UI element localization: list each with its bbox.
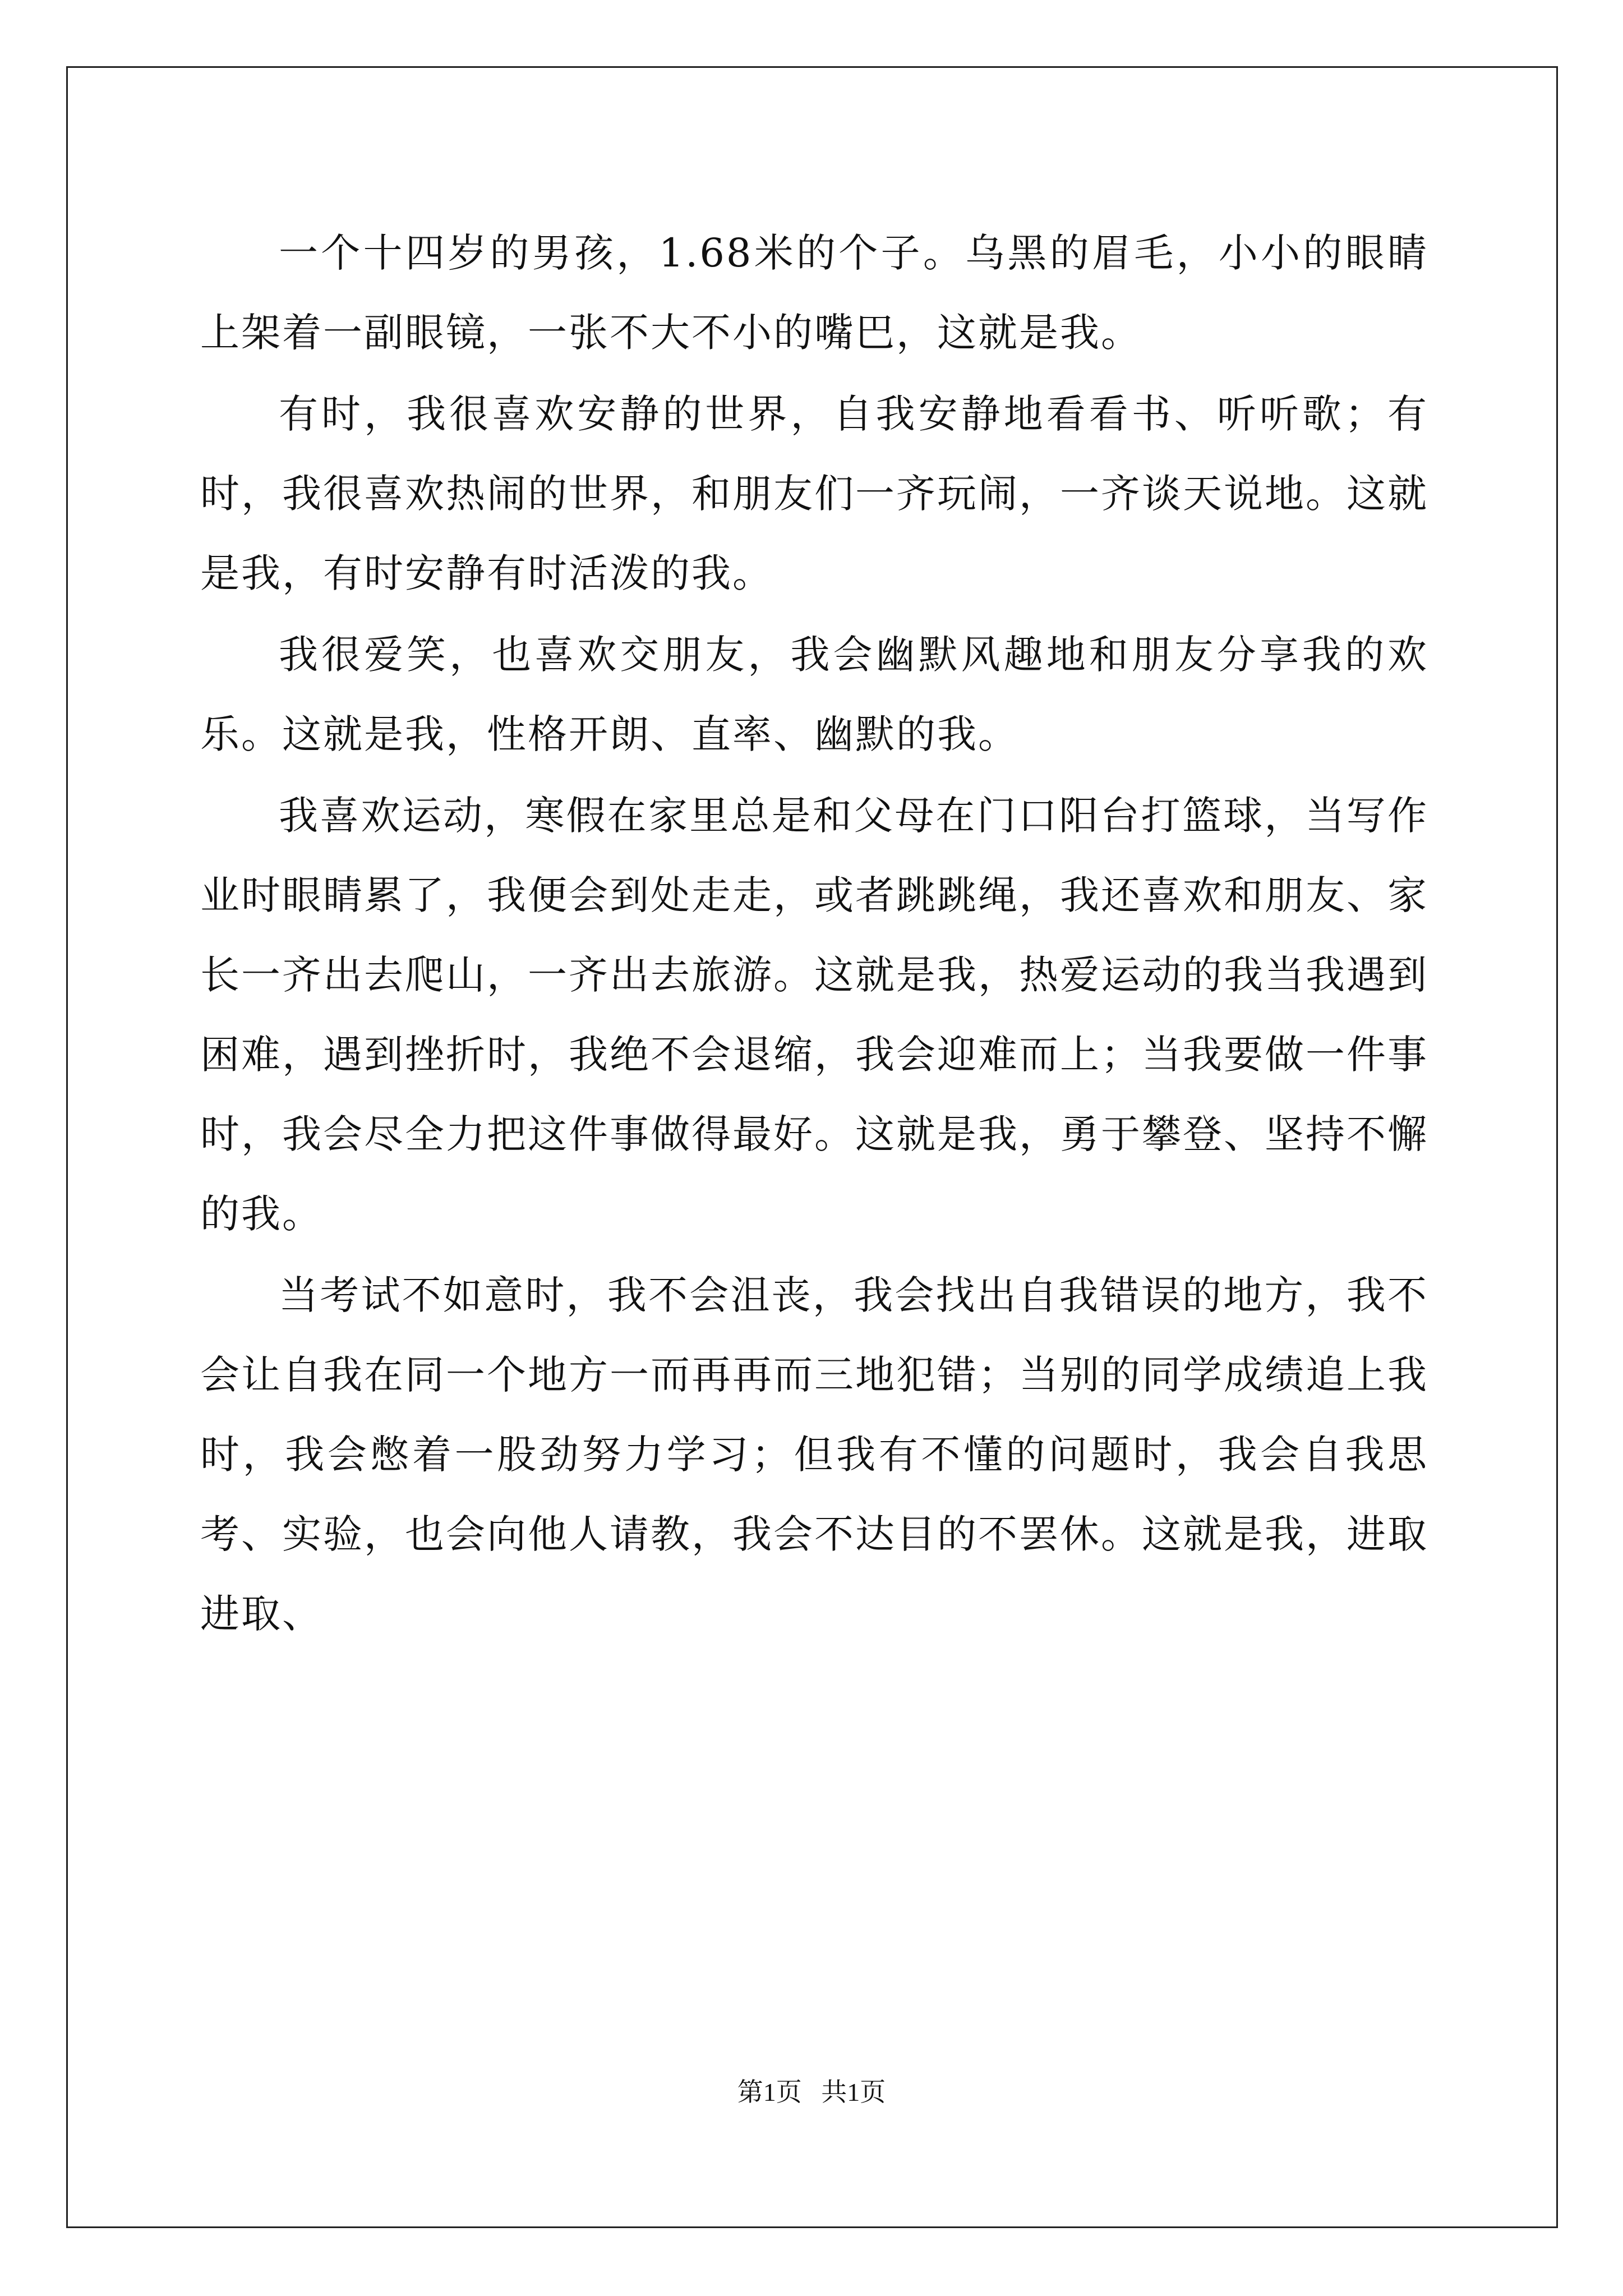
- page-total: 共1页: [821, 2078, 886, 2106]
- paragraph-5: 当考试不如意时，我不会沮丧，我会找出自我错误的地方，我不会让自我在同一个地方一而再再而三地犯错；当别的同学成绩追上我时，我会憋着一股劲努力学习；但我有不懂的问题时，我会自我思考、实验，也会向他人请教，我会不达目的不罢休。这就是我，进取进取、: [200, 1272, 1428, 1637]
- page-number: 第1页: [737, 2078, 802, 2106]
- page-footer: [0, 2076, 1623, 2109]
- paragraph-2: 有时，我很喜欢安静的世界，自我安静地看看书、听听歌；有时，我很喜欢热闹的世界，和朋友们一齐玩闹，一齐谈天说地。这就是我，有时安静有时活泼的我。: [200, 391, 1428, 596]
- paragraph-3: 我很爱笑，也喜欢交朋友，我会幽默风趣地和朋友分享我的欢乐。这就是我，性格开朗、直率、幽默的我。: [200, 632, 1428, 757]
- document-body: [200, 213, 1428, 1655]
- paragraph-1: 一个十四岁的男孩，1.68米的个子。乌黑的眉毛，小小的眼睛上架着一副眼镜，一张不大不小的嘴巴，这就是我。: [200, 230, 1428, 356]
- paragraph-4: 我喜欢运动，寒假在家里总是和父母在门口阳台打篮球，当写作业时眼睛累了，我便会到处走走，或者跳跳绳，我还喜欢和朋友、家长一齐出去爬山，一齐出去旅游。这就是我，热爱运动的我当我遇到困难，遇到挫折时，我绝不会退缩，我会迎难而上；当我要做一件事时，我会尽全力把这件事做得最好。这就是我，勇于攀登、坚持不懈的我。: [200, 793, 1428, 1237]
